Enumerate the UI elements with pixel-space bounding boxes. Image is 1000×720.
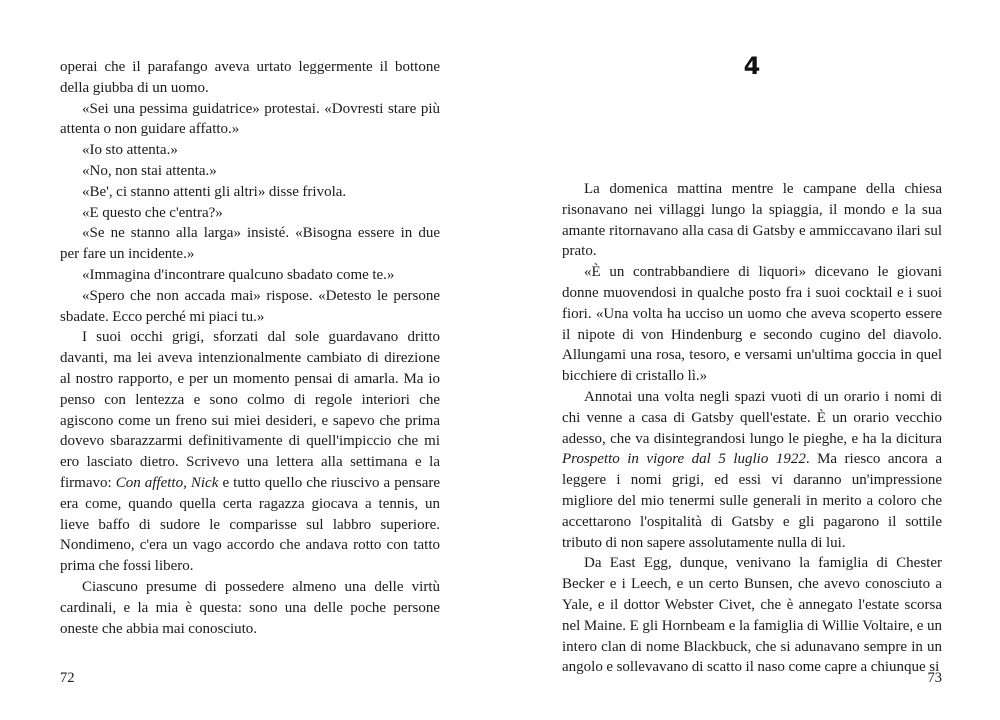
body-text: «Sei una pessima guidatrice» protestai. «Dovresti stare più attenta o non guidare affatto.» xyxy=(60,100,440,138)
paragraph xyxy=(60,265,440,286)
body-text: «E questo che c'entra?» xyxy=(82,204,223,221)
paragraph xyxy=(60,57,440,99)
body-text: Ciascuno presume di possedere almeno una delle virtù cardinali, e la mia è questa: sono una delle poche persone oneste che abbia mai conosciuto. xyxy=(60,578,440,637)
paragraph xyxy=(60,577,440,639)
italic-text: Con affetto, Nick xyxy=(115,474,219,491)
body-text: e tutto quello che riuscivo a pensare era come, quando quella certa ragazza giocava a tennis, un lieve baffo di sudore le comparisse sul labbro superiore. Nondimeno, c'era un vago accordo che andava rotto con tatto prima che fossi libero. xyxy=(60,474,441,575)
body-text: «Spero che non accada mai» rispose. «Detesto le persone sbadate. Ecco perché mi piaci tu.» xyxy=(60,287,440,325)
body-text: «Be', ci stanno attenti gli altri» disse frivola. xyxy=(82,183,347,200)
paragraph xyxy=(562,387,942,553)
page-number-right: 73 xyxy=(927,670,942,686)
body-text: I suoi occhi grigi, sforzati dal sole guardavano dritto davanti, ma lei aveva intenzionalmente cambiato di direzione al nostro rapporto, e per un momento pensai di amarla. Ma io penso con lentezza e sono colmo di regole interiori che agiscono come un freno sui miei desideri, e sapevo che prima dovevo sbarazzarmi definitivamente di quell'impiccio che mi ero lasciato dietro. Scrivevo una lettera alla settimana e la firmavo: xyxy=(60,329,440,491)
body-text: La domenica mattina mentre le campane della chiesa risonavano nei villaggi lungo la spiaggia, il mondo e la sua amante ritornavano alla casa di Gatsby e ammiccavano ilari sul prato. xyxy=(562,181,942,260)
paragraph xyxy=(562,179,942,262)
body-text: . Ma riesco ancora a leggere i nomi grigi, ed essi vi daranno un'impressione migliore del mio tenermi sulle generali in merito a coloro che accettarono l'ospitalità di Gatsby e gli pagarono il sottile tributo di non sapere assolutamente nulla di lui. xyxy=(562,451,942,551)
paragraph xyxy=(60,286,440,328)
body-text: operai che il parafango aveva urtato leggermente il bottone della giubba di un uomo. xyxy=(60,59,440,96)
body-text: Da East Egg, dunque, venivano la famiglia di Chester Becker e i Leech, e un certo Bunsen, che avevo conosciuto a Yale, e il dottor Webster Civet, che è annegato l'estate scorsa nel Maine. E gli Hornbeam e la famiglia di Willie Voltaire, e un intero clan di nome Blackbuck, che si adunavano sempre in un angolo e sollevavano di scatto il naso come capre a chiunque si xyxy=(562,555,942,676)
body-text: «Se ne stanno alla larga» insisté. «Bisogna essere in due per fare un incidente.» xyxy=(60,225,440,263)
paragraph xyxy=(562,262,942,387)
paragraph xyxy=(60,161,440,182)
page-number-left: 72 xyxy=(60,670,75,686)
paragraph xyxy=(60,203,440,224)
paragraph xyxy=(60,182,440,203)
body-text: «Immagina d'incontrare qualcuno sbadato come te.» xyxy=(82,266,395,283)
paragraph xyxy=(562,553,942,678)
body-text: «È un contrabbandiere di liquori» dicevano le giovani donne muovendosi in qualche posto fra i suoi cocktail e i suoi fiori. «Una volta ha ucciso un uomo che aveva scoperto essere il nipote di von Hindenburg e secondo cugino del diavolo. Allungami una rosa, tesoro, e versami un'ultima goccia in quel bicchiere di cristallo lì.» xyxy=(562,264,942,385)
paragraph xyxy=(60,140,440,161)
chapter-heading: 4 xyxy=(743,52,761,80)
page-right xyxy=(500,0,1000,720)
italic-text: Prospetto in vigore dal 5 luglio 1922 xyxy=(562,451,806,468)
body-text: «Io sto attenta.» xyxy=(82,142,178,159)
paragraph xyxy=(60,327,440,577)
paragraph xyxy=(60,223,440,265)
right-text-column xyxy=(562,179,942,678)
paragraph xyxy=(60,99,440,141)
left-text-column xyxy=(60,57,440,639)
body-text: Annotai una volta negli spazi vuoti di un orario i nomi di chi venne a casa di Gatsby quell'estate. È un orario vecchio adesso, che va disintegrandosi lungo le pieghe, e ha la dicitura xyxy=(562,388,942,447)
body-text: «No, non stai attenta.» xyxy=(82,162,217,179)
